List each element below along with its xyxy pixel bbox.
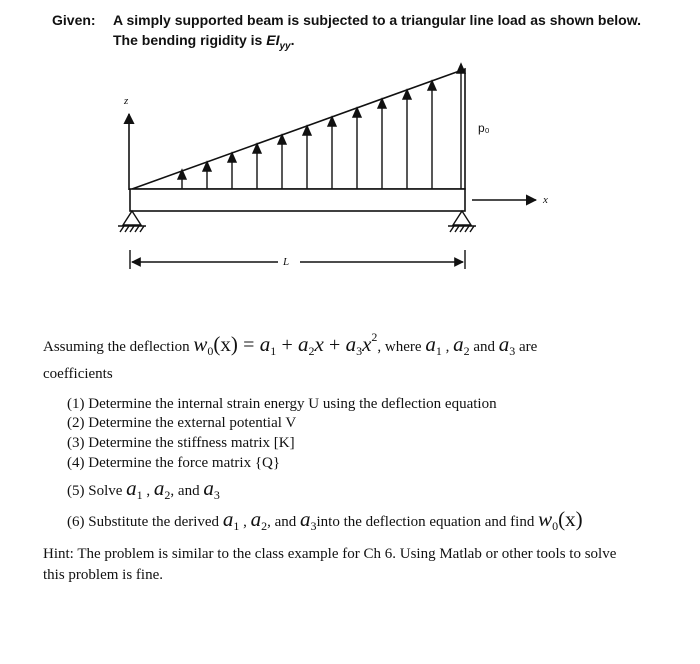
assumption-prefix: Assuming the deflection: [43, 339, 194, 355]
given-line2-prefix: The bending rigidity is: [113, 32, 267, 48]
task6-a2: a2: [250, 507, 268, 533]
p0-label: p₀: [478, 121, 490, 135]
assumption-mid: , where: [377, 339, 426, 355]
eq-a1: a: [259, 332, 271, 356]
task6-prefix: (6) Substitute the derived: [67, 514, 223, 530]
hint-line2: this problem is fine.: [43, 567, 163, 583]
eq-w-sub: 0: [207, 344, 214, 358]
load-arrows: [178, 64, 465, 189]
eq-plus1: +: [281, 334, 293, 356]
eq-a2-sub: 2: [308, 344, 315, 358]
eq-x2-sup: 2: [371, 330, 378, 344]
task-5: [67, 476, 220, 501]
bending-rigidity-symbol: EI: [266, 32, 280, 48]
assumption-line2: coefficients: [43, 366, 113, 382]
eq-a1-sub: 1: [270, 344, 277, 358]
task6-and: , and: [267, 514, 300, 530]
task5-a1: a1: [126, 476, 143, 502]
given-statement-line2: [113, 32, 294, 52]
eq-arg: (x): [213, 332, 238, 356]
given-statement-line1: A simply supported beam is subjected to a triangular line load as shown below.: [113, 12, 641, 28]
task5-a2: a2: [153, 476, 171, 502]
hint-line1: Hint: The problem is similar to the class example for Ch 6. Using Matlab or other tools to solve: [43, 546, 617, 562]
left-pin-support: [118, 211, 146, 232]
task6-a1: a1: [222, 507, 240, 533]
task6-suffix: into the deflection equation and find: [316, 514, 539, 530]
task5-a3: a3: [203, 476, 220, 502]
assumption-suffix: are: [515, 339, 538, 355]
task5-prefix: (5) Solve: [67, 483, 127, 499]
eq-a3-sub: 3: [356, 344, 363, 358]
x-axis-label: x: [543, 194, 548, 206]
eq-a2: a: [297, 332, 309, 356]
task-4: (4) Determine the force matrix {Q}: [67, 455, 281, 471]
given-label: Given:: [52, 12, 96, 28]
task-6: [67, 507, 583, 532]
task-3: (3) Determine the stiffness matrix [K]: [67, 435, 295, 451]
task-2: (2) Determine the external potential V: [67, 415, 297, 431]
load-arrow-head: [457, 64, 465, 73]
deflection-equation: [193, 332, 377, 356]
right-roller-support: [448, 211, 476, 232]
coef-a2: a2: [453, 332, 470, 358]
eq-plus2: +: [329, 334, 341, 356]
task5-and: , and: [170, 483, 204, 499]
length-label: L: [283, 256, 290, 268]
eq-a3: a: [345, 332, 357, 356]
assumption-line1: [43, 332, 537, 357]
beam-figure: [110, 62, 560, 272]
beam: [130, 189, 465, 211]
eq-x1: x: [314, 332, 324, 356]
eq-w: w: [193, 332, 208, 356]
assumption-and: and: [469, 339, 499, 355]
coef-a3: a3: [498, 332, 516, 358]
task6-sep: ,: [239, 514, 251, 530]
task5-sep: ,: [142, 483, 154, 499]
coef-a1: a1: [425, 332, 442, 358]
task6-w0x: w0(x): [538, 507, 583, 533]
eq-equals: =: [243, 334, 255, 356]
z-axis-label: z: [124, 95, 129, 107]
assumption-sep: ,: [441, 339, 454, 355]
given-line2-suffix: .: [290, 32, 295, 48]
task6-a3: a3: [299, 507, 317, 533]
eq-x2: x: [362, 332, 372, 356]
task-1: (1) Determine the internal strain energy U using the deflection equation: [67, 396, 497, 412]
bending-rigidity-subscript: yy: [279, 40, 291, 52]
